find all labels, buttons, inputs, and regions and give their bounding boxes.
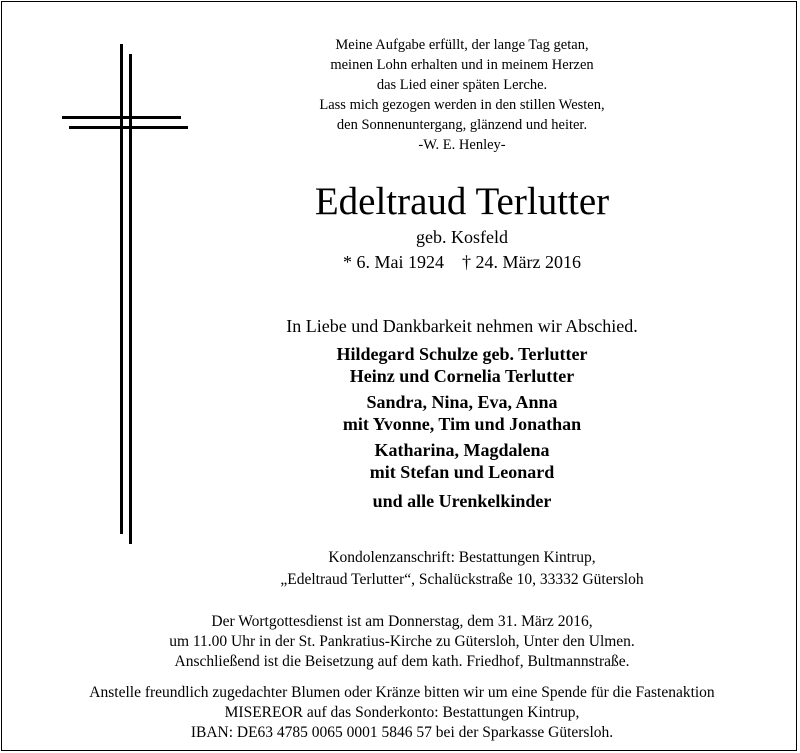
cross-icon: [62, 44, 192, 544]
deceased-name: Edeltraud Terlutter: [314, 180, 610, 223]
family-line: mit Stefan und Leonard: [369, 462, 555, 482]
donation-info: MISEREOR auf das Sonderkonto: Bestattungen Kintrup,: [224, 704, 580, 721]
birth-name: geb. Kosfeld: [416, 227, 508, 247]
condolence-address: „Edeltraud Terlutter“, Schalückstraße 10, 33332 Gütersloh: [280, 571, 644, 588]
family-line: Hildegard Schulze geb. Terlutter: [336, 344, 588, 364]
poem-line: meinen Lohn erhalten und in meinem Herzen: [330, 57, 594, 73]
donation-info: IBAN: DE63 4785 0065 0001 5846 57 bei der Sparkasse Gütersloh.: [190, 724, 614, 741]
poem-line: den Sonnenuntergang, glänzend und heiter.: [336, 117, 588, 133]
death-date: † 24. März 2016: [462, 252, 581, 272]
family-line: Sandra, Nina, Eva, Anna: [366, 392, 558, 412]
family-line: mit Yvonne, Tim und Jonathan: [342, 414, 582, 434]
donation-info: Anstelle freundlich zugedachter Blumen oder Kränze bitten wir um eine Spende für die Fastenaktion: [89, 684, 715, 701]
poem-line: das Lied einer späten Lerche.: [376, 77, 548, 93]
farewell-text: In Liebe und Dankbarkeit nehmen wir Abschied.: [286, 316, 638, 336]
service-info: Der Wortgottesdienst ist am Donnerstag, dem 31. März 2016,: [211, 613, 593, 630]
service-info: Anschließend ist die Beisetzung auf dem kath. Friedhof, Bultmannstraße.: [174, 653, 630, 670]
obituary-notice: [1, 1, 797, 751]
condolence-address: Kondolenzanschrift: Bestattungen Kintrup,: [328, 549, 596, 566]
life-dates: [252, 252, 672, 273]
service-info: um 11.00 Uhr in der St. Pankratius-Kirche zu Gütersloh, Unter den Ulmen.: [169, 633, 635, 650]
family-line: und alle Urenkelkinder: [372, 491, 552, 511]
family-line: Katharina, Magdalena: [374, 440, 550, 460]
poem-line: Meine Aufgabe erfüllt, der lange Tag getan,: [335, 37, 589, 53]
family-line: Heinz und Cornelia Terlutter: [349, 366, 575, 386]
birth-date: * 6. Mai 1924: [343, 252, 444, 272]
poem-line: Lass mich gezogen werden in den stillen Westen,: [319, 97, 605, 113]
poem-author: -W. E. Henley-: [418, 137, 506, 153]
